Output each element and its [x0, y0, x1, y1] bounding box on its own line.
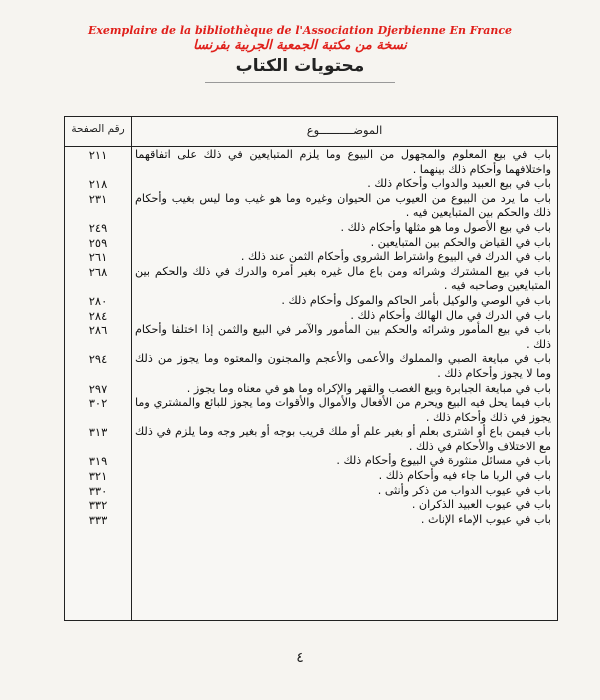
toc-entry [65, 498, 557, 513]
toc-entry-page: ٣٣٣ [88, 512, 108, 527]
toc-entry-title: باب في الدرك في البيوع واشتراط الشروى وأحكام الثمن عند ذلك . [240, 250, 551, 264]
toc-entry-title: باب في بيع المأمور وشرائه والحكم بين المأمور والآمر في البيع والثمن إذا اختلفا وأحكام ذلك . [135, 323, 551, 351]
toc-entry-title: باب في القياض والحكم بين المتبايعين . [370, 235, 551, 249]
toc-entry-title: باب في عيوب الدواب من ذكر وأنثى . [377, 483, 551, 497]
toc-entry-title: باب في الدرك في مال الهالك وأحكام ذلك . [350, 308, 551, 322]
toc-entry-page: ٣١٩ [88, 454, 108, 469]
page-title: محتويات الكتاب [235, 56, 365, 76]
toc-entry-page: ٣٣٠ [88, 483, 108, 498]
toc-entry [65, 323, 557, 352]
toc-entry [65, 148, 557, 177]
toc-entry-page: ٣٠٢ [88, 396, 108, 411]
toc-entry [65, 513, 557, 528]
table-of-contents [64, 116, 558, 621]
toc-entry-page: ٢٦١ [88, 250, 108, 265]
toc-entry [65, 469, 557, 484]
toc-entry [65, 454, 557, 469]
toc-entry-page: ٢٨٦ [88, 323, 108, 338]
toc-entry-page: ٣٣٢ [88, 498, 108, 513]
toc-entry-title: باب في الوصي والوكيل بأمر الحاكم والموكل وأحكام ذلك . [281, 293, 551, 307]
toc-entry-page: ٢٤٩ [88, 220, 108, 235]
toc-entry [65, 396, 557, 425]
toc-entry-page: ٢٨٤ [88, 308, 108, 323]
toc-entry-title: باب في بيع العبيد والدواب وأحكام ذلك . [367, 177, 551, 191]
toc-entry [65, 294, 557, 309]
toc-entry [65, 309, 557, 324]
toc-entry-title: باب في مسائل منثورة في البيوع وأحكام ذلك . [336, 454, 551, 468]
toc-entry-title: باب ما يرد من البيوع من العيوب من الحيوان وغيره وما هو غيب وما ليس بغيب وأحكام ذلك والحكم بين المتبايعين فيه . [135, 191, 551, 220]
toc-entry-page: ٢٦٨ [88, 264, 108, 279]
toc-entry-title: باب فيما يحل فيه البيع ويحرم من الأفعال والأموال والأقوات وما يجوز للبائع والمشتري وما يجوز في ذلك وأحكام ذلك . [135, 396, 551, 424]
toc-entry [65, 236, 557, 251]
toc-entry-title: باب في بيع الأصول وما هو مثلها وأحكام ذلك . [340, 220, 551, 234]
toc-entry-page: ٣٢١ [88, 469, 108, 484]
toc-entry-page: ٢٨٠ [88, 293, 108, 308]
library-stamp-arabic: نسخة من مكتبة الجمعية الجربية بفرنسا [193, 38, 407, 53]
title-underline [205, 82, 395, 83]
toc-entry-page: ٢٩٧ [88, 381, 108, 396]
toc-entry-title: باب فيمن باع أو اشترى بعلم أو بغير علم أو ملك قريب بوجه أو بغير وجه وما يلزم في ذلك مع الاختلاف والأحكام في ذلك . [135, 425, 551, 453]
toc-entry [65, 484, 557, 499]
toc-rows [65, 148, 557, 527]
toc-entry [65, 352, 557, 381]
toc-entry-page: ٢٣١ [88, 191, 108, 206]
toc-entry [65, 425, 557, 454]
toc-entry-title: باب في بيع المعلوم والمجهول من البيوع وما يلزم المتبايعين في ذلك على اتفاقهما واختلافهما وأحكام ذلك بينهما . [135, 148, 551, 176]
toc-entry-title: باب في عيوب الإماء الإناث . [420, 512, 551, 526]
toc-entry [65, 265, 557, 294]
toc-entry-title: باب في عيوب العبيد الذكران . [411, 498, 551, 512]
toc-entry [65, 192, 557, 221]
toc-entry [65, 221, 557, 236]
toc-entry-title: باب في بيع المشترك وشرائه ومن باع مال غيره بغير أمره والدرك في ذلك والحكم بين المتبايعين وصاحبه فيه . [135, 264, 551, 293]
toc-entry [65, 250, 557, 265]
page-number: ٤ [296, 650, 304, 666]
toc-entry [65, 382, 557, 397]
toc-entry-page: ٣١٣ [88, 425, 108, 440]
header-divider [65, 146, 557, 147]
toc-entry-title: باب في مبايعة الصبي والمملوك والأعمى والأعجم والمجنون والمعتوه وما يجوز من ذلك وما لا يجوز وأحكام ذلك . [135, 352, 551, 380]
header-topic: الموضــــــــــوع [306, 123, 383, 137]
toc-entry-page: ٢٩٤ [88, 352, 108, 367]
toc-entry-page: ٢١١ [88, 148, 108, 162]
library-stamp-french: Exemplaire de la bibliothèque de l'Association Djerbienne En France [87, 24, 513, 37]
toc-entry-title: باب في الربا ما جاء فيه وأحكام ذلك . [378, 469, 551, 483]
toc-entry-page: ٢١٨ [88, 177, 108, 192]
header-page-number: رقم الصفحة [71, 123, 125, 135]
toc-entry-page: ٢٥٩ [88, 235, 108, 250]
toc-entry [65, 177, 557, 192]
toc-entry-title: باب في مبايعة الجبابرة وبيع الغصب والقهر والإكراه وما هو في معناه وما يجوز . [186, 381, 551, 395]
